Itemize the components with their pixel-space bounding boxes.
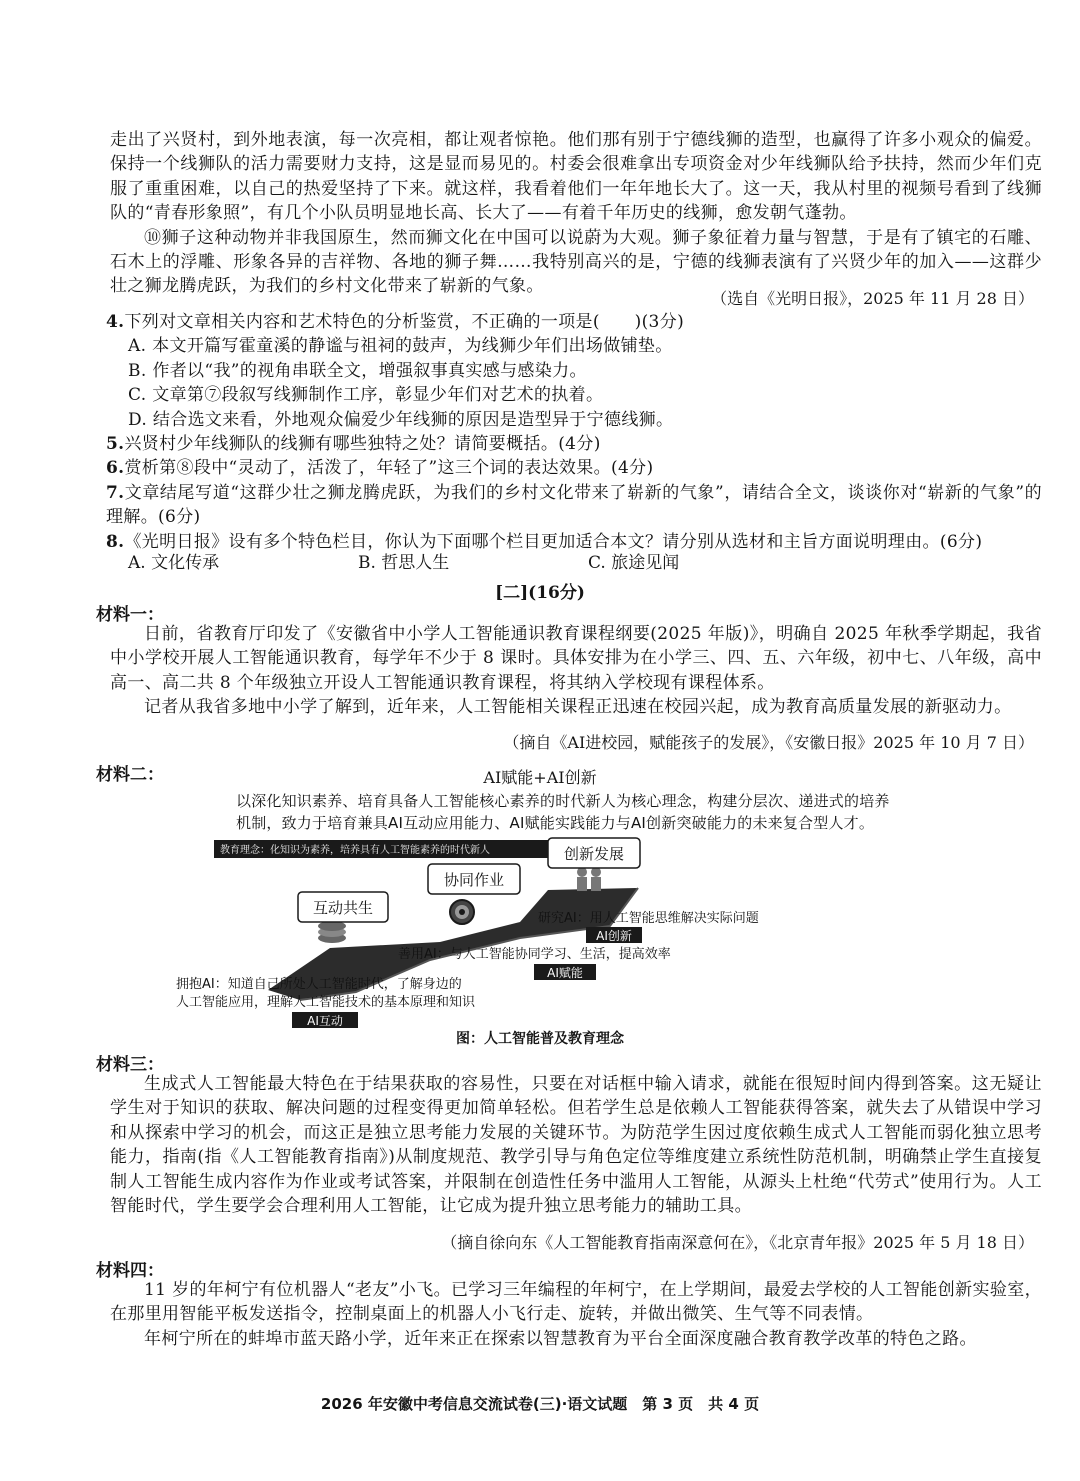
material-4-body [110, 1278, 1042, 1351]
philosophy-banner-text: 教育理念：化知识为素养，培养具有人工智能素养的时代新人 [220, 845, 490, 856]
figure-caption: 图：人工智能普及教育理念 [456, 1031, 624, 1047]
question-8-option-c: C. 旅途见闻 [588, 553, 680, 573]
passage-paragraph-9: 走出了兴贤村，到外地表演，每一次亮相，都让观者惊艳。他们那有别于宁德线狮的造型，也赢得了许多小观众的偏爱。保持一个线狮队的活力需要财力支持，这是显而易见的。村委会很难拿出专项资金对少年线狮队给予扶持，然而少年们克服了重重困难，以自己的热爱坚持了下来。就这样，我看着他们一年年地长大了。这一天，我从村里的视频号看到了线狮队的“青春形象照”，有几个小队员明显地长高、长大了——有着千年历史的线狮，愈发朝气蓬勃。 [110, 130, 1042, 224]
question-number: 8. [106, 531, 125, 552]
bubble-1-text: 互动共生 [312, 899, 374, 917]
question-6 [106, 456, 1042, 480]
step-1-tag-text: AI互动 [307, 1014, 343, 1028]
question-number: 7. [106, 482, 125, 503]
material-1-body [110, 622, 1042, 720]
section-title: [二](16分) [495, 583, 585, 603]
question-4-option-c: C. 文章第⑦段叙写线狮制作工序，彰显少年们对艺术的执着。 [128, 385, 604, 406]
step-1-text-line-2: 人工智能应用，理解人工智能技术的基本原理和知识 [176, 995, 476, 1010]
question-8-option-b: B. 哲思人生 [358, 553, 450, 573]
material-1-paragraph-2: 记者从我省多地中小学了解到，近年来，人工智能相关课程正迅速在校园兴起，成为教育高质量发展的新驱动力。 [144, 697, 1012, 718]
question-5 [106, 432, 1042, 456]
step-3-text: 研究AI：用人工智能思维解决实际问题 [538, 911, 759, 926]
material-3-body [110, 1072, 1042, 1218]
material-4-label: 材料四： [96, 1261, 164, 1281]
step-2-text: 善用AI：与人工智能协同学习、生活，提高效率 [398, 947, 671, 962]
material-3-paragraph-1: 生成式人工智能最大特色在于结果获取的容易性，只要在对话框中输入请求，就能在很短时间内得到答案。这无疑让学生对于知识的获取、解决问题的过程变得更加简单轻松。但若学生总是依赖人工智能获得答案，就失去了从错误中学习和从探索中学习的机会，而这正是独立思考能力发展的关键环节。为防范学生因过度依赖生成式人工智能而弱化独立思考能力，指南(指《人工智能教育指南》)从制度规范、教学引导与角色定位等维度建立系统性防范机制，明确禁止学生直接复制人工智能生成内容作为作业或考试答案，并限制在创造性任务中滥用人工智能，从源头上杜绝“代劳式”使用行为。人工智能时代，学生要学会合理利用人工智能，让它成为提升独立思考能力的辅助工具。 [110, 1074, 1042, 1217]
material-3-source: （摘自徐向东《人工智能教育指南深意何在》，《北京青年报》2025 年 5 月 18 日） [441, 1233, 1034, 1252]
bubble-2-text: 协同作业 [443, 871, 505, 889]
passage-paragraph-10: ⑩狮子这种动物并非我国原生，然而狮文化在中国可以说蔚为大观。狮子象征着力量与智慧，于是有了镇宅的石雕、石木上的浮雕、形象各异的吉祥物、各地的狮子舞……我特别高兴的是，宁德的线狮表演有了兴贤少年的加入——这群少壮之狮龙腾虎跃，为我们的乡村文化带来了崭新的气象。 [110, 227, 1042, 297]
figure-intro [236, 790, 996, 834]
question-text: 《光明日报》设有多个特色栏目，你认为下面哪个栏目更加适合本文？请分别从选材和主旨方面说明理由。(6分) [124, 531, 983, 552]
question-number: 6. [106, 458, 125, 479]
material-4-paragraph-2: 年柯宁所在的蚌埠市蓝天路小学，近年来正在探索以智慧教育为平台全面深度融合教育教学改革的特色之路。 [144, 1328, 977, 1349]
step-1-text-line-1: 拥抱AI：知道自己所处人工智能时代，了解身边的 [176, 977, 462, 992]
question-text: 文章结尾写道“这群少壮之狮龙腾虎跃，为我们的乡村文化带来了崭新的气象”，请结合全文，谈谈你对“崭新的气象”的理解。(6分) [106, 482, 1042, 528]
question-text: 兴贤村少年线狮队的线狮有哪些独特之处？请简要概括。(4分) [124, 434, 601, 455]
figure-title: AI赋能+AI创新 [483, 768, 597, 787]
material-1-label: 材料一： [96, 605, 164, 625]
people-icon [577, 867, 601, 891]
question-number: 4. [106, 312, 125, 332]
figure-intro-line-1: 以深化知识素养、培育具备人工智能核心素养的时代新人为核心理念，构建分层次、递进式的培养 [236, 792, 890, 810]
question-text: 赏析第⑧段中“灵动了，活泼了，年轻了”这三个词的表达效果。(4分) [124, 458, 654, 479]
questions-block [106, 310, 1042, 554]
question-8-option-a: A. 文化传承 [128, 553, 220, 573]
question-text: 下列对文章相关内容和艺术特色的分析鉴赏，不正确的一项是( )(3分) [124, 312, 685, 332]
passage-source: （选自《光明日报》，2025 年 11 月 28 日） [711, 289, 1034, 308]
coins-icon [318, 921, 346, 943]
ai-education-diagram [0, 830, 1080, 1030]
material-4-paragraph-1: 11 岁的年柯宁有位机器人“老友”小飞。已学习三年编程的年柯宁，在上学期间，最爱去学校的人工智能创新实验室，在那里用智能平板发送指令，控制桌面上的机器人小飞行走、旋转，并做出微笑、生气等不同表情。 [110, 1280, 1042, 1325]
material-2-label: 材料二： [96, 765, 164, 785]
material-1-paragraph-1: 日前，省教育厅印发了《安徽省中小学人工智能通识教育课程纲要(2025 年版)》，明确自 2025 年秋季学期起，我省中小学校开展人工智能通识教育，每学年不少于 8 课时。具体安排为在小学三、四、五、六年级，初中七、八年级，高中高一、高二共 8 个年级独立开设人工智能通识教育课程，将其纳入学校现有课程体系。 [110, 624, 1042, 693]
question-4-option-a: A. 本文开篇写霍童溪的静谧与祖祠的鼓声，为线狮少年们出场做铺垫。 [128, 336, 673, 357]
question-4 [106, 310, 1042, 334]
passage-block [110, 128, 1042, 299]
question-4-option-b: B. 作者以“我”的视角串联全文，增强叙事真实感与感染力。 [128, 360, 587, 381]
page-footer: 2026 年安徽中考信息交流试卷(三)·语文试题 第 3 页 共 4 页 [320, 1395, 760, 1413]
material-1-source: （摘自《AI进校园，赋能孩子的发展》，《安徽日报》2025 年 10 月 7 日） [503, 733, 1034, 752]
bubble-3-text: 创新发展 [563, 845, 625, 863]
step-2-tag-text: AI赋能 [547, 966, 583, 980]
material-3-label: 材料三： [96, 1055, 164, 1075]
question-number: 5. [106, 434, 125, 455]
step-3-tag-text: AI创新 [596, 929, 632, 943]
question-4-option-d: D. 结合选文来看，外地观众偏爱少年线狮的原因是造型异于宁德线狮。 [128, 409, 674, 430]
question-7 [106, 481, 1042, 530]
question-8 [106, 530, 1042, 554]
figure-intro-line-2: 机制，致力于培育兼具AI互动应用能力、AI赋能实践能力与AI创新突破能力的未来复合型人才。 [236, 814, 875, 832]
target-icon [450, 900, 474, 924]
